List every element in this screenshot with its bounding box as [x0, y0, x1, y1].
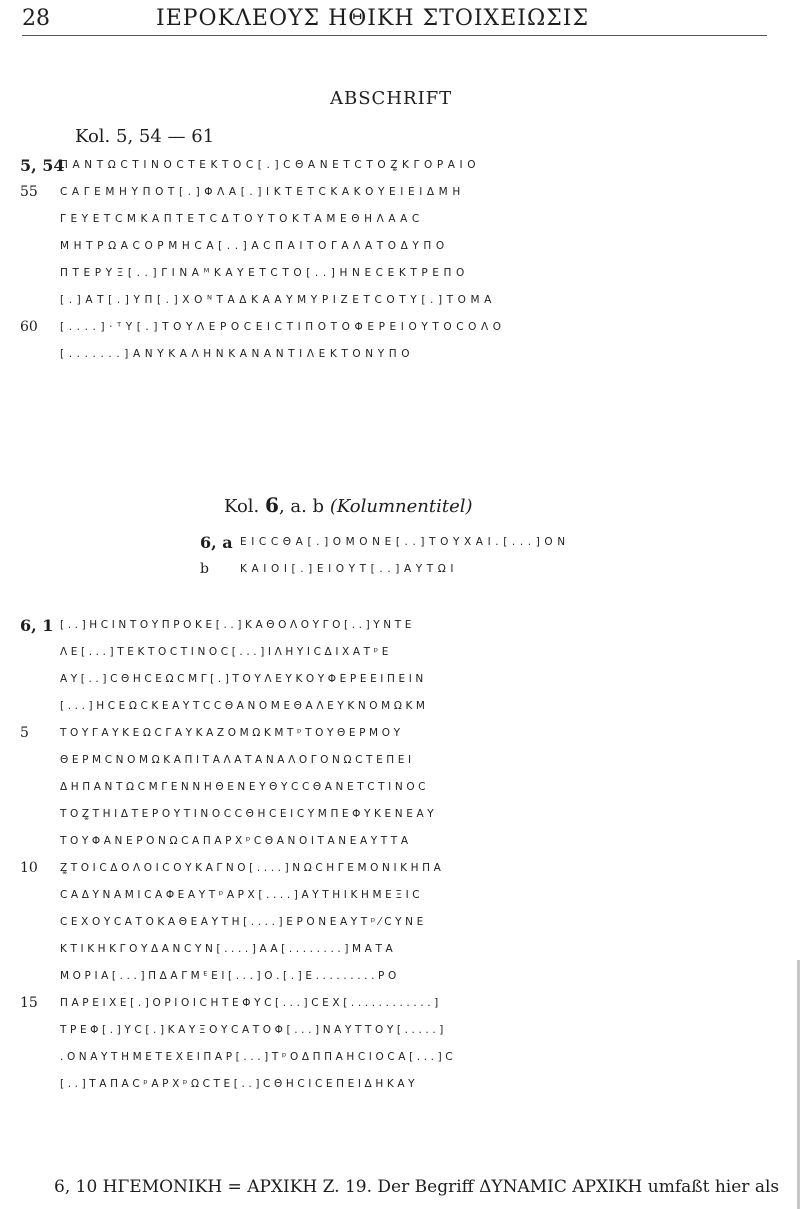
line-text: .ΟΝΑΥΤΗΜΕΤΕΧΕΙΠΑΡ[...]ΤᵖΟΔΠΠΑΗϹΙΟϹΑ[...]Ϲ — [60, 1051, 457, 1063]
transcription-line — [20, 314, 780, 341]
line-text: ΓΕΥΕΤϹΜΚΑΠΤΕΤϹΔΤΟΥΤΟΚΤΑΜΕΘΗΛΑΑϹ — [60, 213, 424, 225]
transcription-line — [20, 206, 780, 233]
line-text: ΔΗΠΑΝΤΩϹΜΓΕΝΝΗΘΕΝΕΥΘΥϹϹΘΑΝΕΤϹΤΙΝΟϹ — [60, 781, 430, 793]
transcription-line — [20, 936, 780, 963]
page-number: 28 — [22, 6, 50, 31]
transcription-line — [20, 693, 780, 720]
transcription-line — [200, 529, 780, 556]
transcription-line — [20, 260, 780, 287]
page-header — [22, 4, 767, 34]
header-rule — [22, 35, 767, 36]
line-text: ΠΤΕΡΥΞ[..]ΓΙΝΑᴹΚΑΥΕΤϹΤΟ[..]ΗΝΕϹΕΚΤΡΕΠΟ — [60, 267, 469, 279]
transcription-line — [20, 666, 780, 693]
line-text: ΤΟΥΓΑΥΚΕΩϹΓΑΥΚΑΖΟΜΩΚΜΤᵖΤΟΥΘΕΡΜΟΥ — [60, 727, 404, 739]
footnote: 6, 10 ΗΓΕΜΟΝΙΚΗ = ΑΡΧΙΚΗ Z. 19. Der Begriff ΔΥΝΑΜΙϹ ΑΡΧΙΚΗ umfaßt hier als — [54, 1177, 780, 1197]
line-text: [...]ΗϹΕΩϹΚΕΑΥΤϹϹΘΑΝΟΜΕΘΑΛΕΥΚΝΟΜΩΚΜ — [60, 700, 429, 712]
line-number: 6, 1 — [20, 616, 54, 635]
line-text: ΛΕ[...]ΤΕΚΤΟϹΤΙΝΟϹ[...]ΙΛΗΥΙϹΔΙΧΑΤᵖΕ — [60, 646, 392, 658]
line-text: ΘΕΡΜϹΝΟΜΩΚΑΠΙΤΑΛΑΤΑΝΑΛΟΓΟΝΩϹΤΕΠΕΙ — [60, 754, 415, 766]
transcription-line — [20, 801, 780, 828]
line-text: ϹΑΔΥΝΑΜΙϹΑΦΕΑΥΤᵖΑΡΧ[....]ΑΥΤΗΙΚΗΜΕΞΙϹ — [60, 889, 424, 901]
line-text: [.......]ΑΝΥΚΑΛΗΝΚΑΝΑΝΤΙΛΕΚΤΟΝΥΠΟ — [60, 348, 415, 360]
line-text: [....]·ᵀΥ[.]ΤΟΥΛΕΡΟϹΕΙϹΤΙΠΟΤΟΦΕΡΕΙΟΥΤΟϹΟΛΟ — [60, 321, 506, 333]
transcription-line — [20, 720, 780, 747]
transcription-line — [20, 828, 780, 855]
line-text: ΜΟΡΙΑ[...]ΠΔΑΓΜᴱΕΙ[...]Ο.[.]Ε.........ΡΟ — [60, 970, 400, 982]
line-text: ΤΡΕΦ[.]ΥϹ[.]ΚΑΥΞΟΥϹΑΤΟΦ[...]ΝΑΥΤΤΟΥ[.....] — [60, 1024, 447, 1036]
kol6ab-transcription — [200, 529, 780, 583]
line-text: ϹΑΓΕΜΗΥΠΟΤ[.]ΦΛΑ[.]ΙΚΤΕΤϹΚΑΚΟΥΕΙΕΙΔΜΗ — [60, 186, 465, 198]
line-number: 55 — [20, 184, 38, 200]
kol6ab-heading-number: 6 — [265, 493, 279, 517]
line-text: ΜΗΤΡΩΑϹΟΡΜΗϹΑ[..]ΑϹΠΑΙΤΟΓΑΛΑΤΟΔΥΠΟ — [60, 240, 449, 252]
transcription-line — [20, 963, 780, 990]
transcription-line — [20, 1044, 780, 1071]
transcription-line — [20, 233, 780, 260]
line-number: 5 — [20, 725, 29, 741]
line-text: [.]ΑΤ[.]ΥΠ[.]ΧΟᴺΤΑΔΚΑΑΥΜΥΡΙΖΕΤϹΟΤΥ[.]ΤΟΜΑ — [60, 294, 496, 306]
line-text: ΤΟΥΦΑΝΕΡΟΝΩϹΑΠΑΡΧᵖϹΘΑΝΟΙΤΑΝΕΑΥΤΤΑ — [60, 835, 412, 847]
transcription-line — [20, 287, 780, 314]
transcription-line — [20, 1017, 780, 1044]
line-text: ΕΙϹϹΘΑ[.]ΟΜΟΝΕ[..]ΤΟΥΧΑΙ.[...]ΟΝ — [240, 536, 570, 548]
transcription-line — [20, 882, 780, 909]
line-text: ΚΤΙΚΗΚΓΟΥΔΑΝϹΥΝ[....]ΑΑ[........]ΜΑΤΑ — [60, 943, 397, 955]
kol6ab-heading — [224, 493, 473, 517]
transcription-line — [20, 747, 780, 774]
kol6-transcription — [20, 612, 780, 1098]
line-number: 10 — [20, 860, 38, 876]
line-text: Ζ͚ΤΟΙϹΔΟΛΟΙϹΟΥΚΑΓΝΟ[....]ΝΩϹΗΓΕΜΟΝΙΚΗΠΑ — [60, 862, 445, 874]
transcription-line — [20, 612, 780, 639]
line-text: ϹΕΧΟΥϹΑΤΟΚΑΘΕΑΥΤΗ[....]ΕΡΟΝΕΑΥΤᵖ⁄ϹΥΝΕ — [60, 916, 427, 928]
transcription-line — [20, 639, 780, 666]
line-text: ΠΑΡΕΙΧΕ[.]ΟΡΙΟΙϹΗΤΕΦΥϹ[...]ϹΕΧ[............] — [60, 997, 442, 1009]
transcription-line — [20, 855, 780, 882]
line-text: ΠΑΝΤΩϹΤΙΝΟϹΤΕΚΤΟϹ[.]ϹΘΑΝΕΤϹΤΟΖ͚ΚΓΟΡΑΙΟ — [60, 159, 481, 171]
transcription-line — [20, 152, 780, 179]
kol6ab-heading-prefix: Kol. — [224, 496, 266, 517]
transcription-line — [20, 774, 780, 801]
transcription-line — [20, 341, 780, 368]
transcription-line — [20, 909, 780, 936]
transcription-line — [20, 179, 780, 206]
line-text: ΤΟΖ͚ΤΗΙΔΤΕΡΟΥΤΙΝΟϹϹΘΗϹΕΙϹΥΜΠΕΦΥΚΕΝΕΑΥ — [60, 808, 438, 820]
line-number: 15 — [20, 995, 38, 1011]
kol5-transcription — [20, 152, 780, 368]
line-text: [..]ΤΑΠΑϹᵖΑΡΧᵖΩϹΤΕ[..]ϹΘΗϹΙϹΕΠΕΙΔΗΚΑΥ — [60, 1078, 419, 1090]
section-title: ABSCHRIFT — [330, 88, 453, 109]
kol5-heading: Kol. 5, 54 — 61 — [75, 126, 215, 147]
line-text: ΚΑΙΟΙ[.]ΕΙΟΥΤ[..]ΑΥΤΩΙ — [240, 563, 459, 575]
kol6ab-heading-mid: , a. b — [278, 496, 330, 517]
line-number: b — [200, 561, 209, 577]
line-number: 60 — [20, 319, 38, 335]
line-number: 5, 54 — [20, 156, 65, 175]
line-text: ΑΥ[..]ϹΘΗϹΕΩϹΜΓ[.]ΤΟΥΛΕΥΚΟΥΦΕΡΕΕΙΠΕΙΝ — [60, 673, 427, 685]
transcription-line — [200, 556, 780, 583]
line-text: [..]ΗϹΙΝΤΟΥΠΡΟΚΕ[..]ΚΑΘΟΛΟΥΓΟ[..]ΥΝΤΕ — [60, 619, 415, 631]
running-title: ΙΕΡΟΚΛΕΟΥΣ ΗΘΙΚΗ ΣΤΟΙΧΕΙΩΣΙΣ — [156, 6, 590, 31]
transcription-line — [20, 1071, 780, 1098]
line-number: 6, a — [200, 533, 233, 552]
transcription-line — [20, 990, 780, 1017]
kol6ab-heading-sub: (Kolumnentitel) — [329, 496, 473, 517]
